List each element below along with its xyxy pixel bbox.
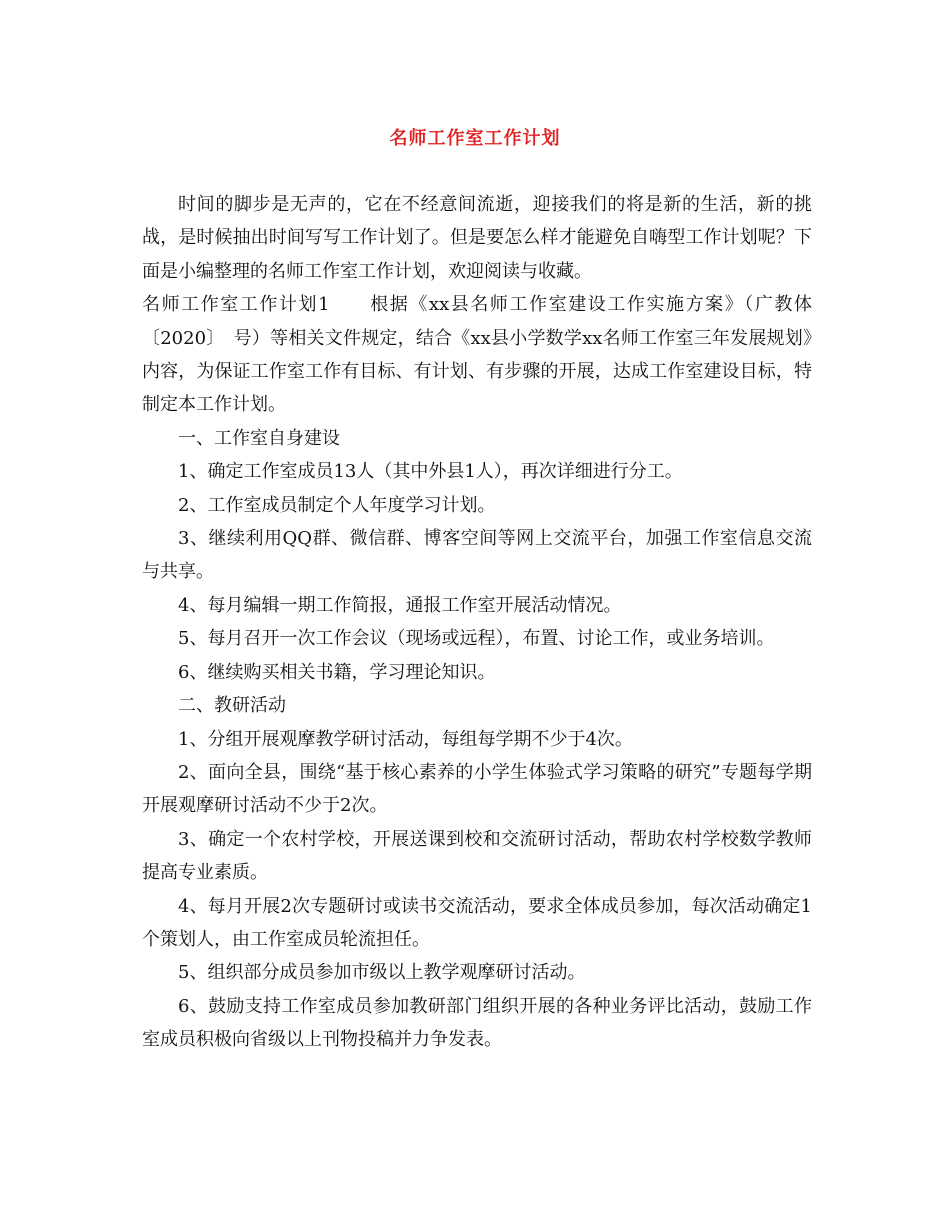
document-title: 名师工作室工作计划	[389, 128, 561, 149]
section-heading-teaching-research: 二、教研活动	[178, 695, 286, 717]
list-item: 4、每月编辑一期工作简报，通报工作室开展活动情况。	[178, 594, 622, 616]
list-item: 2、面向全县，围绕“基于核心素养的小学生体验式学习策略的研究”专题每学期开展观摩研讨活动不少于2次。	[142, 761, 812, 817]
plan-1-intro-paragraph: 名师工作室工作计划1 根据《xx县名师工作室建设工作实施方案》（广教体〔2020〕 号）等相关文件规定，结合《xx县小学数学xx名师工作室三年发展规划》内容，为保证工作室工作有目标、有计划、有步骤的开展，达成工作室建设目标，特制定本工作计划。	[142, 294, 812, 416]
list-item: 4、每月开展2次专题研讨或读书交流活动，要求全体成员参加，每次活动确定1个策划人，由工作室成员轮流担任。	[142, 895, 812, 950]
list-item: 3、继续利用QQ群、微信群、博客空间等网上交流平台，加强工作室信息交流与共享。	[142, 528, 812, 583]
list-item: 5、组织部分成员参加市级以上教学观摩研讨活动。	[178, 962, 586, 984]
list-item: 1、分组开展观摩教学研讨活动，每组每学期不少于4次。	[178, 728, 633, 750]
list-item: 6、鼓励支持工作室成员参加教研部门组织开展的各种业务评比活动，鼓励工作室成员积极向省级以上刊物投稿并力争发表。	[142, 995, 812, 1051]
document-body	[142, 188, 812, 1057]
list-item: 3、确定一个农村学校，开展送课到校和交流研讨活动，帮助农村学校数学教师提高专业素质。	[142, 828, 812, 884]
intro-paragraph: 时间的脚步是无声的，它在不经意间流逝，迎接我们的将是新的生活，新的挑战，是时候抽出时间写写工作计划了。但是要怎么样才能避免自嗨型工作计划呢？下面是小编整理的名师工作室工作计划，欢迎阅读与收藏。	[142, 194, 812, 282]
list-item: 1、确定工作室成员13人（其中外县1人），再次详细进行分工。	[178, 461, 683, 483]
list-item: 5、每月召开一次工作会议（现场或远程），布置、讨论工作，或业务培训。	[178, 628, 775, 650]
section-heading-self-construction: 一、工作室自身建设	[178, 427, 340, 449]
list-item: 2、工作室成员制定个人年度学习计划。	[178, 494, 496, 516]
list-item: 6、继续购买相关书籍，学习理论知识。	[178, 661, 496, 683]
